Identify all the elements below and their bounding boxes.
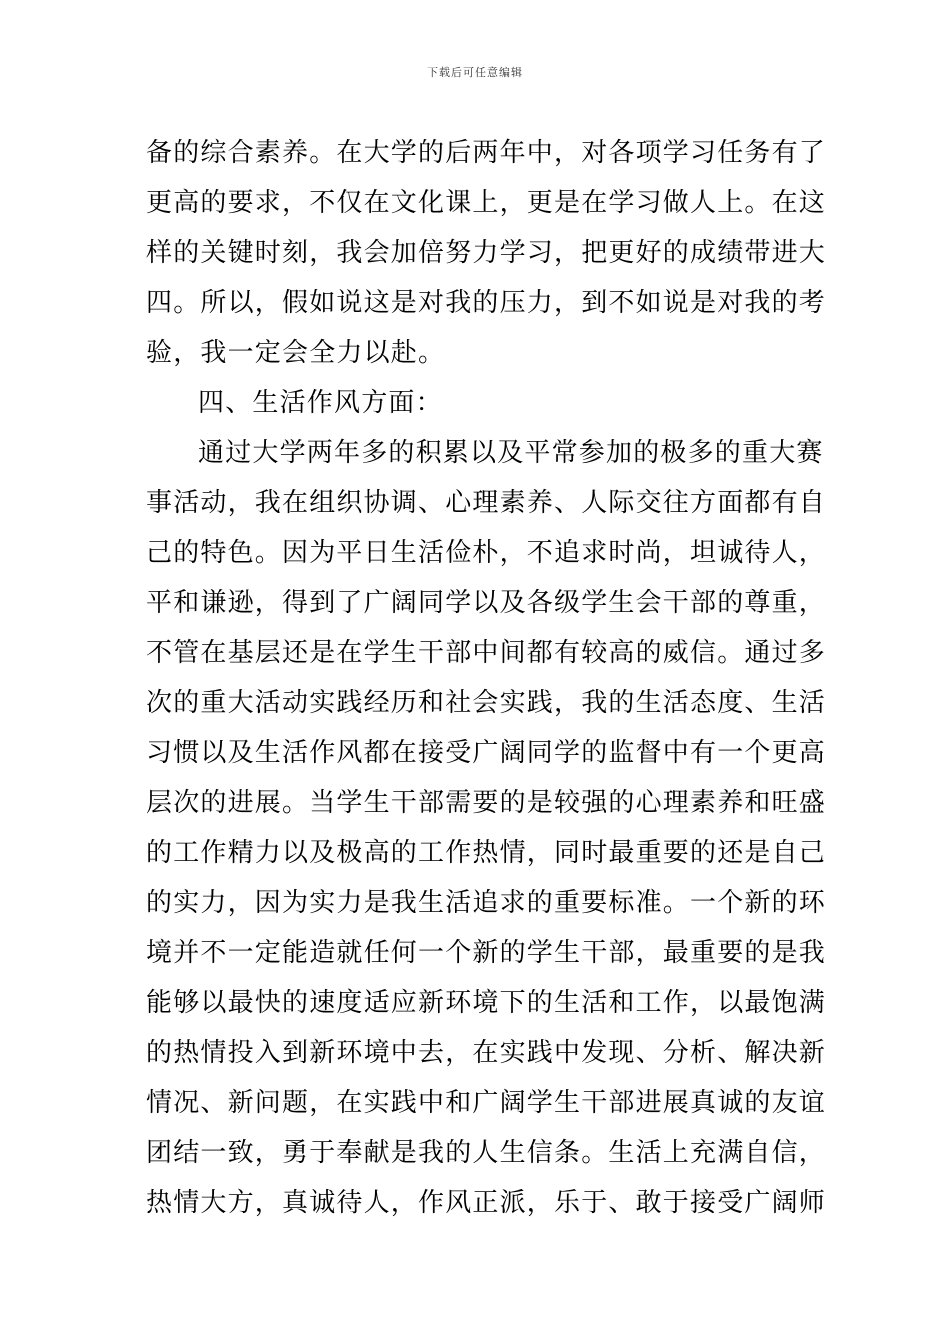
text-line: 更高的要求，不仅在文化课上，更是在学习做人上。在这	[146, 188, 827, 218]
text-line: 情况、新问题，在实践中和广阔学生干部进展真诚的友谊	[146, 1088, 827, 1118]
text-line: 的实力，因为实力是我生活追求的重要标准。一个新的环	[146, 888, 827, 918]
text-line: 事活动，我在组织协调、心理素养、人际交往方面都有自	[146, 488, 827, 518]
section-heading: 四、生活作风方面：	[198, 388, 443, 418]
paragraph-first-line: 通过大学两年多的积累以及平常参加的极多的重大赛	[198, 438, 824, 468]
text-line: 四。所以，假如说这是对我的压力，到不如说是对我的考	[146, 288, 827, 318]
text-line: 热情大方，真诚待人，作风正派，乐于、敢于接受广阔师	[146, 1188, 827, 1218]
text-line: 样的关键时刻，我会加倍努力学习，把更好的成绩带进大	[146, 238, 827, 268]
text-line: 层次的进展。当学生干部需要的是较强的心理素养和旺盛	[146, 788, 827, 818]
text-line: 习惯以及生活作风都在接受广阔同学的监督中有一个更高	[146, 738, 827, 768]
text-line: 不管在基层还是在学生干部中间都有较高的威信。通过多	[146, 638, 827, 668]
text-line: 的热情投入到新环境中去，在实践中发现、分析、解决新	[146, 1038, 827, 1068]
body-text	[146, 128, 827, 1228]
text-line: 次的重大活动实践经历和社会实践，我的生活态度、生活	[146, 688, 827, 718]
text-line: 境并不一定能造就任何一个新的学生干部，最重要的是我	[146, 938, 827, 968]
text-line: 团结一致，勇于奉献是我的人生信条。生活上充满自信，	[146, 1138, 827, 1168]
text-line: 验，我一定会全力以赴。	[146, 338, 446, 368]
text-line: 己的特色。因为平日生活俭朴，不追求时尚，坦诚待人，	[146, 538, 827, 568]
page-header: 下载后可任意编辑	[427, 66, 523, 79]
text-line: 的工作精力以及极高的工作热情，同时最重要的还是自己	[146, 838, 827, 868]
text-line: 备的综合素养。在大学的后两年中，对各项学习任务有了	[146, 138, 827, 168]
text-line: 平和谦逊，得到了广阔同学以及各级学生会干部的尊重，	[146, 588, 827, 618]
text-line: 能够以最快的速度适应新环境下的生活和工作，以最饱满	[146, 988, 827, 1018]
